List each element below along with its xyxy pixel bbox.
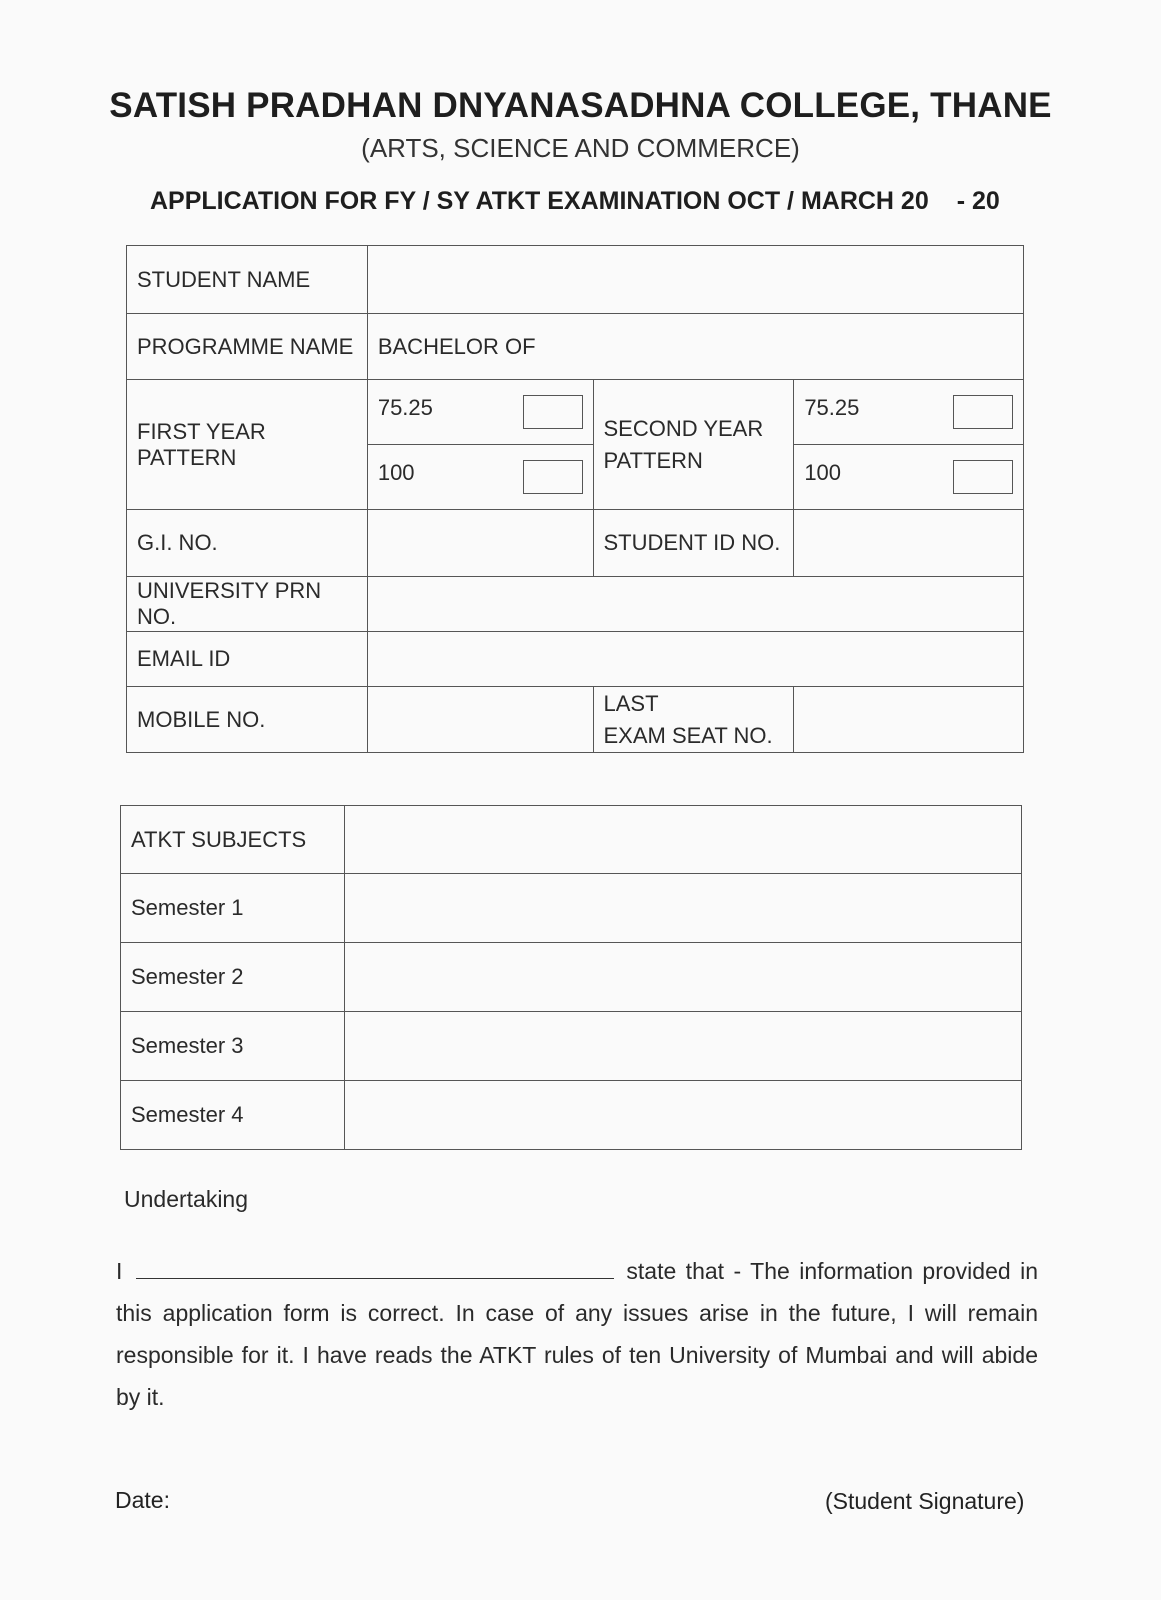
student-name-label: STUDENT NAME (127, 246, 368, 314)
mobile-field[interactable] (367, 687, 593, 753)
semester-label: Semester 2 (121, 943, 345, 1012)
undertaking-paragraph (116, 1250, 1038, 1418)
student-id-label: STUDENT ID NO. (593, 510, 794, 577)
first-year-100-checkbox[interactable] (523, 460, 583, 494)
undertaking-name-blank[interactable] (136, 1254, 614, 1279)
programme-name-label: PROGRAMME NAME (127, 314, 368, 380)
second-year-pattern-label: SECOND YEAR PATTERN (593, 380, 794, 510)
semester-3-field[interactable] (344, 1012, 1021, 1081)
email-label: EMAIL ID (127, 632, 368, 687)
semester-2-field[interactable] (344, 943, 1021, 1012)
application-year-suffix: - 20 (956, 187, 1000, 215)
atkt-subjects-table (120, 805, 1022, 1150)
university-prn-field[interactable] (367, 577, 1023, 632)
student-name-field[interactable] (367, 246, 1023, 314)
last-exam-seat-field[interactable] (794, 687, 1024, 753)
atkt-subjects-header-blank (344, 806, 1021, 874)
college-name: SATISH PRADHAN DNYANASADHNA COLLEGE, THANE (109, 86, 1052, 125)
first-year-option-100 (367, 445, 593, 510)
semester-label: Semester 1 (121, 874, 345, 943)
mobile-label: MOBILE NO. (127, 687, 368, 753)
first-year-75-checkbox[interactable] (523, 395, 583, 429)
student-details-table (126, 245, 1024, 753)
student-signature-label: (Student Signature) (825, 1488, 1025, 1514)
application-title-text: APPLICATION FOR FY / SY ATKT EXAMINATION OCT / MARCH 20 (150, 187, 929, 215)
gi-no-field[interactable] (367, 510, 593, 577)
first-year-pattern-label: FIRST YEAR PATTERN (127, 380, 368, 510)
university-prn-label: UNIVERSITY PRN NO. (127, 577, 368, 632)
atkt-subjects-header: ATKT SUBJECTS (121, 806, 345, 874)
gi-no-label: G.I. NO. (127, 510, 368, 577)
undertaking-prefix: I (116, 1258, 123, 1284)
first-year-option-75-label: 75.25 (377, 395, 433, 420)
semester-label: Semester 4 (121, 1081, 345, 1150)
application-title (150, 187, 1000, 216)
last-exam-seat-label-line1: LAST (603, 690, 659, 716)
undertaking-heading: Undertaking (124, 1186, 249, 1212)
second-year-option-100-label: 100 (804, 460, 842, 485)
programme-name-value: BACHELOR OF (377, 333, 536, 359)
semester-1-field[interactable] (344, 874, 1021, 943)
email-field[interactable] (367, 632, 1023, 687)
second-year-75-checkbox[interactable] (953, 395, 1013, 429)
programme-name-field[interactable] (367, 314, 1023, 380)
date-label: Date: (115, 1487, 170, 1513)
last-exam-seat-label-line2: EXAM SEAT NO. (603, 722, 773, 748)
second-year-100-checkbox[interactable] (953, 460, 1013, 494)
second-year-option-100 (794, 445, 1024, 510)
last-exam-seat-label (593, 687, 794, 753)
student-id-field[interactable] (794, 510, 1024, 577)
second-year-option-75-label: 75.25 (804, 395, 860, 420)
semester-label: Semester 3 (121, 1012, 345, 1081)
second-year-option-75 (794, 380, 1024, 445)
first-year-option-75 (367, 380, 593, 445)
semester-4-field[interactable] (344, 1081, 1021, 1150)
college-streams: (ARTS, SCIENCE AND COMMERCE) (361, 133, 800, 163)
undertaking-text: state that - The information provided in this application form is correct. In case of any issues arise in the future, I will remain responsible for it. I have reads the ATKT rules of ten University of Mumbai and will abide by it. (116, 1258, 1038, 1410)
first-year-option-100-label: 100 (377, 460, 415, 485)
